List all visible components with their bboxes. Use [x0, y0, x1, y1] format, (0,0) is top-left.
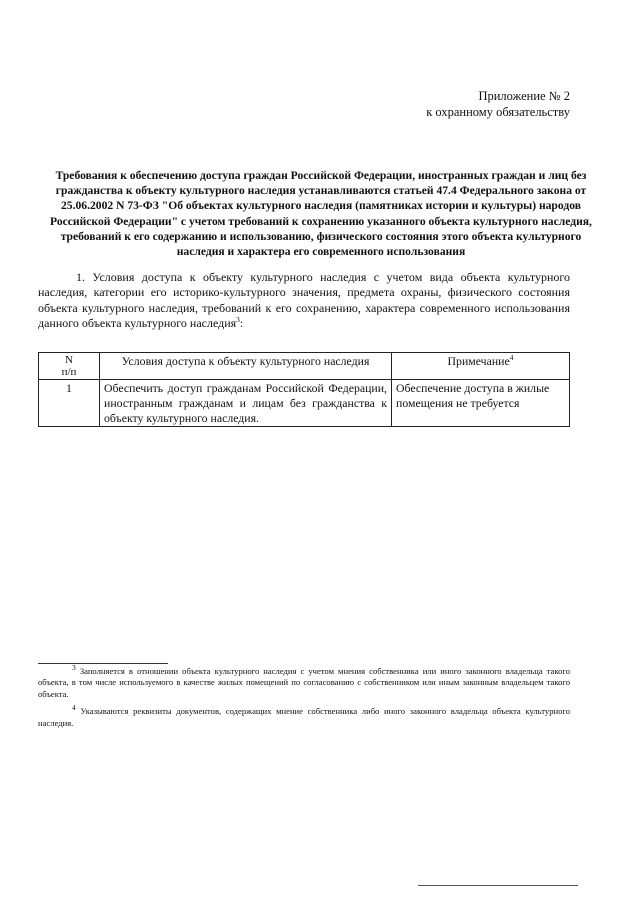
- footnote-text-3: Заполняется в отношении объекта культурного наследия с учетом мнения собственника или иного законного владельца такого объекта, в том числе используемого в качестве жилых помещений по согласованию с собственником или иным законным владельцем такого объекта.: [38, 666, 570, 699]
- footnote-ref-4: 4: [509, 353, 514, 363]
- appendix-label: [426, 88, 570, 120]
- table-row: [39, 380, 570, 427]
- row-note: Обеспечение доступа в жилые помещения не требуется: [392, 380, 570, 427]
- document-heading: Требования к обеспечению доступа граждан Российской Федерации, иностранных граждан и лиц без гражданства к объекту культурного наследия устанавливаются статьей 47.4 Федерального закона от 25.06.2002 N 73-ФЗ "Об объектах культурного наследия (памятниках истории и культуры) народов Российской Федерации" с учетом требований к сохранению указанного объекта культурного наследия, требований к его содержанию и использованию, физического состояния этого объекта культурного наследия и характера его современного использования: [50, 169, 592, 259]
- column-header-conditions: Условия доступа к объекту культурного наследия: [100, 353, 392, 380]
- row-conditions: Обеспечить доступ гражданам Российской Федерации, иностранным гражданам и лицам без гражданства к объекту культурного наследия.: [100, 380, 392, 427]
- table-header-row: [39, 353, 570, 380]
- header-num-line1: N: [65, 354, 73, 366]
- appendix-subtitle: к охранному обязательству: [426, 105, 570, 119]
- access-conditions-table: [38, 352, 570, 427]
- footnote-indent: [38, 706, 72, 716]
- header-num-line2: п/п: [61, 366, 77, 378]
- footnote-text-4: Указываются реквизиты документов, содержащих мнение собственника либо иного законного владельца объекта культурного наследия.: [38, 706, 570, 728]
- bottom-divider: [418, 885, 578, 886]
- header-note-text: Примечание: [447, 354, 510, 368]
- appendix-number: Приложение № 2: [478, 89, 570, 103]
- footnote-mark-4: 4: [72, 703, 76, 713]
- footnote-mark-3: 3: [72, 663, 76, 673]
- column-header-note: [392, 353, 570, 380]
- footnote-indent: [38, 666, 72, 676]
- paragraph-indent: [38, 270, 76, 284]
- paragraph-end: :: [239, 315, 244, 330]
- row-number: 1: [39, 380, 100, 427]
- column-header-number: [39, 353, 100, 380]
- footnote-ref-3: 3: [236, 314, 240, 324]
- paragraph-text: 1. Условия доступа к объекту культурного наследия с учетом вида объекта культурного наследия, категории его историко-культурного значения, предмета охраны, физического состояния объекта культурного наследия, требований к его сохранению, характера современного использования данного объекта культурного наследия: [38, 270, 570, 330]
- access-conditions-paragraph: [38, 270, 570, 331]
- footnote-separator: [38, 663, 168, 664]
- footnotes: [38, 663, 570, 735]
- footnote-4: [38, 703, 570, 729]
- footnote-3: [38, 663, 570, 700]
